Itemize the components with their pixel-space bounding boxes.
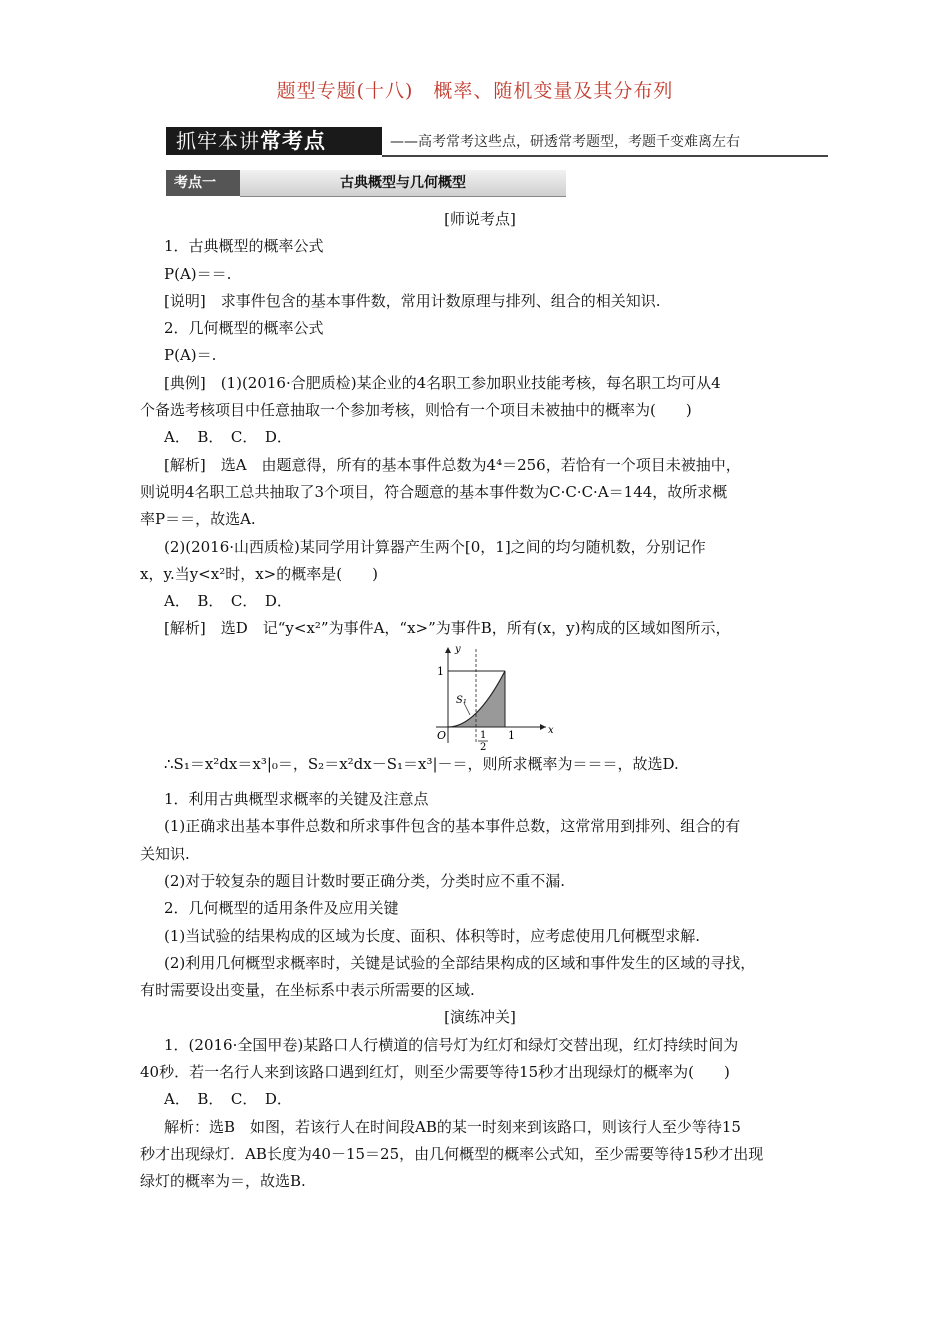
- paragraph: (2)利用几何概型求概率时，关键是试验的全部结果构成的区域和事件发生的区域的寻找，: [164, 953, 756, 972]
- paragraph: 1．利用古典概型求概率的关键及注意点: [164, 790, 429, 809]
- half-denominator: 2: [480, 741, 487, 751]
- banner-underline: [382, 155, 828, 157]
- y-axis-arrow: [445, 647, 451, 653]
- paragraph: [解析] 选A 由题意得，所有的基本事件总数为4⁴＝256，若恰有一个项目未被抽中，: [164, 455, 741, 474]
- banner-subtitle: ——高考常考这些点，研透常考题型，考题千变难离左右: [390, 134, 740, 150]
- paragraph: 秒才出现绿灯．AB长度为40－15＝25，由几何概型的概率公式知，至少需要等待15秒才出现: [140, 1144, 764, 1163]
- x-one-label: 1: [508, 728, 515, 742]
- section-banner: [166, 124, 828, 158]
- subsection-heading: [演练冲关]: [444, 1008, 516, 1027]
- paragraph: 关知识.: [140, 844, 190, 863]
- paragraph: [典例] (1)(2016·合肥质检)某企业的4名职工参加职业技能考核，每名职工均可从4: [164, 373, 721, 392]
- paragraph: 2．几何概型的概率公式: [164, 319, 324, 338]
- half-numerator: 1: [480, 729, 487, 741]
- y-one-label: 1: [437, 664, 444, 678]
- paragraph: (2)(2016·山西质检)某同学用计算器产生两个[0，1]之间的均匀随机数，分别记作: [164, 537, 706, 556]
- document-body: [140, 206, 820, 1196]
- answer-options: A． B． C． D．: [164, 1090, 292, 1109]
- subsection-heading: [师说考点]: [444, 210, 516, 228]
- region-figure: [140, 643, 820, 751]
- banner-label-bold: 常考点: [260, 129, 326, 153]
- paragraph: 1．古典概型的概率公式: [164, 237, 324, 256]
- x-axis-label: x: [548, 724, 554, 736]
- y-axis-label: y: [455, 643, 461, 655]
- topic-header: [166, 170, 566, 196]
- region-diagram: [428, 643, 558, 751]
- banner-label-plain: 抓牢本讲: [176, 129, 260, 153]
- paragraph: [说明] 求事件包含的基本事件数，常用计数原理与排列、组合的相关知识.: [164, 291, 661, 310]
- page-title: 题型专题(十八) 概率、随机变量及其分布列: [276, 80, 674, 102]
- banner-label: [166, 127, 382, 155]
- paragraph: [解析] 选D 记“y<x²”为事件A，“x>”为事件B，所有(x，y)构成的区域如图所示，: [164, 619, 731, 638]
- answer-options: A． B． C． D．: [164, 592, 292, 611]
- origin-label: O: [437, 728, 447, 742]
- paragraph: 率P＝＝，故选A.: [140, 510, 256, 529]
- formula: P(A)＝＝.: [164, 264, 232, 283]
- paragraph: 则说明4名职工总共抽取了3个项目，符合题意的基本事件数为C·C·C·A＝144，故所求概: [140, 482, 728, 501]
- s1-label: S₁: [456, 694, 467, 706]
- topic-name: 古典概型与几何概型: [340, 175, 466, 191]
- paragraph: 2．几何概型的适用条件及应用关键: [164, 899, 399, 918]
- topic-tag: 考点一: [166, 170, 240, 196]
- formula: P(A)＝.: [164, 346, 217, 365]
- formula: ∴S₁＝x²dx＝x³|₀＝，S₂＝x²dx－S₁＝x³|－＝，则所求概率为＝＝＝，故选D.: [164, 754, 679, 773]
- paragraph: 个备选考核项目中任意抽取一个参加考核，则恰有一个项目未被抽中的概率为( ): [140, 401, 692, 420]
- paragraph: 40秒．若一名行人来到该路口遇到红灯，则至少需要等待15秒才出现绿灯的概率为( ): [140, 1063, 730, 1082]
- x-axis-arrow: [540, 724, 546, 730]
- answer-options: A． B． C． D．: [164, 428, 292, 447]
- paragraph: (1)当试验的结果构成的区域为长度、面积、体积等时，应考虑使用几何概型求解.: [164, 926, 701, 945]
- paragraph: (2)对于较复杂的题目计数时要正确分类，分类时应不重不漏.: [164, 871, 566, 890]
- topic-bar: [240, 170, 566, 197]
- paragraph: x，y.当y<x²时，x>的概率是( ): [140, 564, 378, 583]
- paragraph: (1)正确求出基本事件总数和所求事件包含的基本事件总数，这常常用到排列、组合的有: [164, 817, 741, 836]
- paragraph: 解析：选B 如图，若该行人在时间段AB的某一时刻来到该路口，则该行人至少等待15: [164, 1117, 741, 1136]
- paragraph: 1．(2016·全国甲卷)某路口人行横道的信号灯为红灯和绿灯交替出现，红灯持续时间为: [164, 1035, 739, 1054]
- paragraph: 有时需要设出变量，在坐标系中表示所需要的区域.: [140, 981, 475, 1000]
- paragraph: 绿灯的概率为＝，故选B.: [140, 1172, 306, 1191]
